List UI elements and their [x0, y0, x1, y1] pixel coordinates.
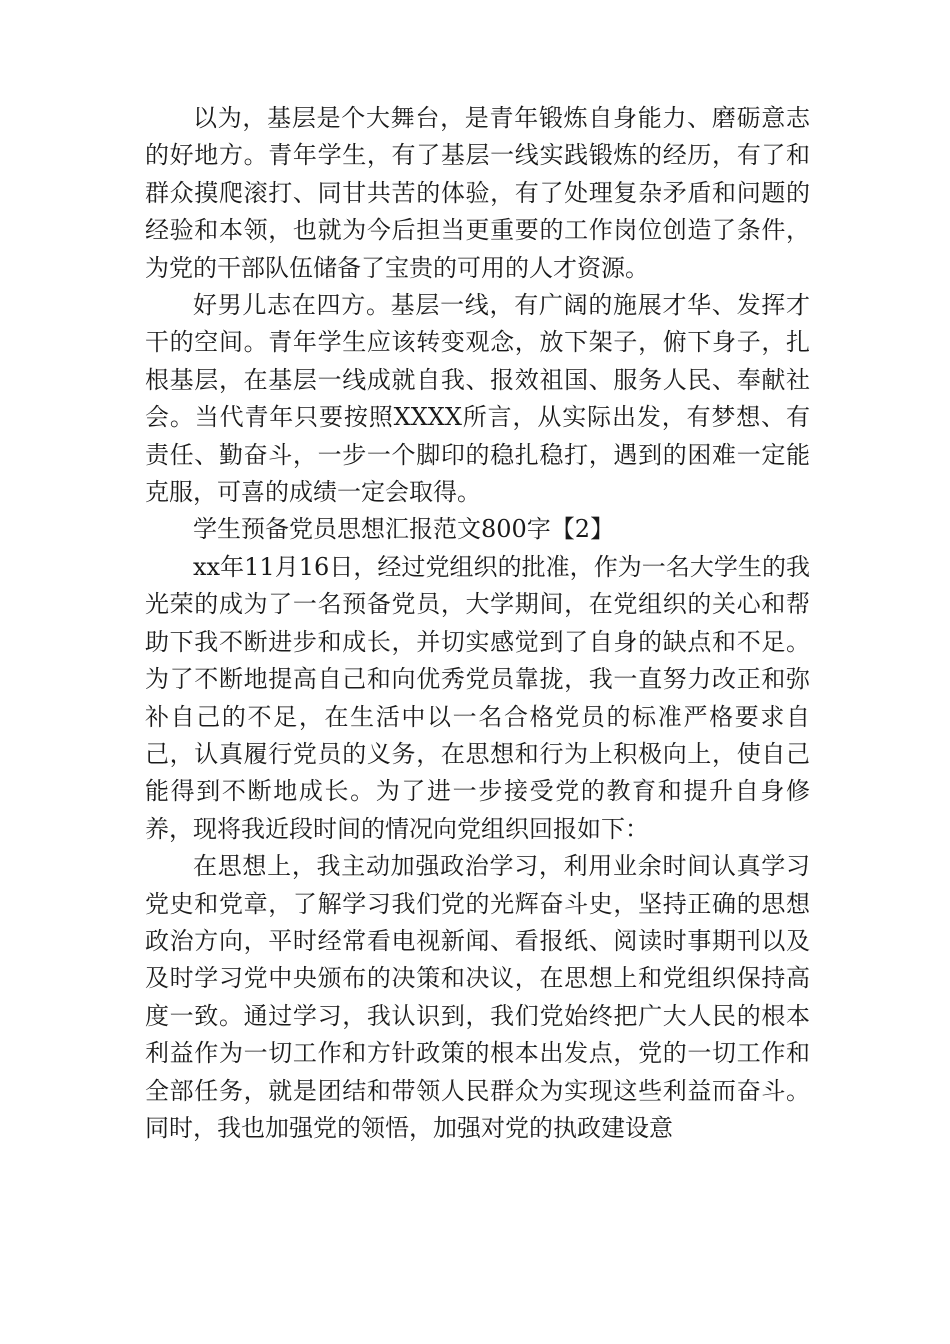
- section-heading: 学生预备党员思想汇报范文800字【2】: [193, 515, 615, 544]
- paragraph-ideology: 在思想上，我主动加强政治学习，利用业余时间认真学习党史和党章，了解学习我们党的光辉奋斗史，坚持正确的思想政治方向，平时经常看电视新闻、看报纸、阅读时事期刊以及及时学习党中央颁布的决策和决议，在思想上和党组织保持高度一致。通过学习，我认识到，我们党始终把广大人民的根本利益作为一切工作和方针政策的根本出发点，党的一切工作和全部任务，就是团结和带领人民群众为实现这些利益而奋斗。同时，我也加强党的领悟，加强对党的执政建设意: [145, 852, 810, 1142]
- paragraph-probationary-member: xx年11月16日，经过党组织的批准，作为一名大学生的我光荣的成为了一名预备党员，大学期间，在党组织的关心和帮助下我不断进步和成长，并切实感觉到了自身的缺点和不足。为了不断地提高自己和向优秀党员靠拢，我一直努力改正和弥补自己的不足，在生活中以一名合格党员的标准严格要求自己，认真履行党员的义务，在思想和行为上积极向上，使自己能得到不断地成长。为了进一步接受党的教育和提升自身修养，现将我近段时间的情况向党组织回报如下：: [145, 552, 810, 843]
- paragraph-ambition: 好男儿志在四方。基层一线，有广阔的施展才华、发挥才干的空间。青年学生应该转变观念，放下架子，俯下身子，扎根基层，在基层一线成就自我、报效祖国、服务人民、奉献社会。当代青年只要按照XXXX所言，从实际出发，有梦想、有责任、勤奋斗，一步一个脚印的稳扎稳打，遇到的困难一定能克服，可喜的成绩一定会取得。: [145, 291, 810, 507]
- document-body: [145, 100, 810, 1147]
- paragraph-grassroots-stage: 以为，基层是个大舞台，是青年锻炼自身能力、磨砺意志的好地方。青年学生，有了基层一线实践锻炼的经历，有了和群众摸爬滚打、同甘共苦的体验，有了处理复杂矛盾和问题的经验和本领，也就为今后担当更重要的工作岗位创造了条件，为党的干部队伍储备了宝贵的可用的人才资源。: [145, 104, 810, 282]
